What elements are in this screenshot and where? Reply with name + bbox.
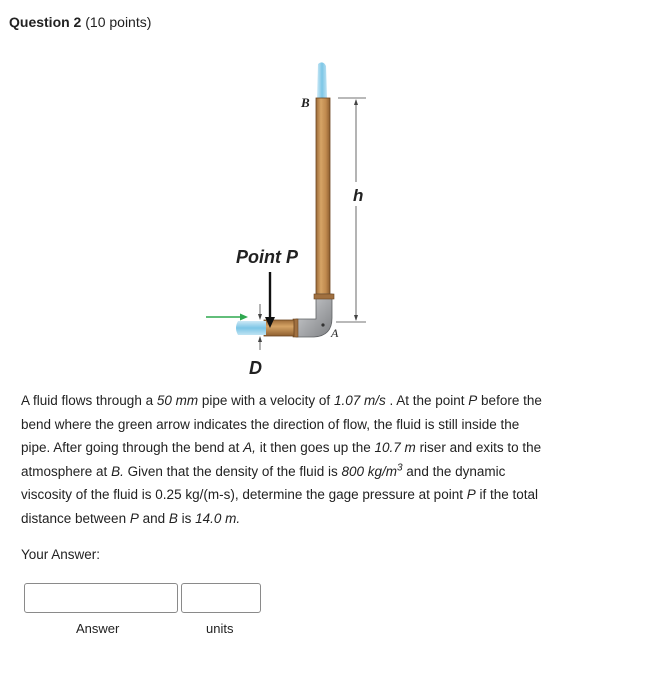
value-density: 800 kg/m <box>341 463 397 479</box>
your-answer-label: Your Answer: <box>21 547 101 562</box>
value-point-p: P <box>468 393 478 408</box>
flow-arrow-head <box>240 314 248 321</box>
label-d: D <box>249 358 262 378</box>
h-arrow-bottom <box>354 315 358 321</box>
question-header <box>9 14 151 30</box>
problem-text-3: . At the point <box>385 393 469 408</box>
problem-text-10: and <box>138 510 169 526</box>
elbow-collar-top <box>314 294 334 299</box>
question-points: (10 points) <box>85 14 152 30</box>
units-input[interactable] <box>181 583 261 613</box>
answer-input[interactable] <box>24 583 178 613</box>
value-point-b: B. <box>111 463 124 479</box>
value-riser-length: 10.7 m <box>374 440 416 456</box>
d-mark-bottom-head <box>258 336 262 342</box>
point-a-dot <box>321 323 324 326</box>
problem-text-7: Given that the density of the fluid is <box>123 463 342 479</box>
problem-text-8: and the dynamic viscosity of the fluid is 0.25 kg/(m-s), determine the gage pressure at point <box>21 463 506 503</box>
answer-caption: Answer <box>76 621 120 636</box>
value-point-a: A, <box>243 440 256 456</box>
value-diameter: 50 mm <box>156 393 199 408</box>
pipe-diagram <box>190 58 390 388</box>
d-mark-top-head <box>258 314 262 320</box>
value-point-p-2: P <box>466 487 476 503</box>
value-distance: 14.0 m. <box>195 510 241 526</box>
riser-pipe <box>316 98 330 296</box>
label-h: h <box>353 186 364 205</box>
value-velocity: 1.07 m/s <box>333 393 386 408</box>
problem-text-11: is <box>177 510 196 526</box>
label-point-p: Point P <box>236 247 298 267</box>
value-point-b-2: B <box>168 510 178 526</box>
value-point-p-3: P <box>129 510 139 526</box>
elbow-fitting <box>296 294 332 337</box>
problem-statement <box>21 389 551 531</box>
units-caption: units <box>206 621 234 636</box>
problem-text-2: pipe with a velocity of <box>198 393 334 408</box>
inlet-water <box>236 321 266 335</box>
label-a: A <box>331 326 339 340</box>
problem-text-6: riser and exits to the atmosphere at <box>21 440 542 479</box>
problem-text-9: if the total distance between <box>21 487 539 526</box>
exit-water <box>317 62 327 98</box>
label-b: B <box>301 95 310 110</box>
value-density-exponent: 3 <box>396 462 403 474</box>
problem-text-4: before the bend where the green arrow indicates the direction of flow, the fluid is still inside the pipe. After going through the bend at <box>21 393 542 456</box>
problem-text-1: A fluid flows through a <box>21 393 157 408</box>
problem-text-5: it then goes up the <box>255 440 375 456</box>
question-title: Question 2 <box>9 14 82 30</box>
h-arrow-top <box>354 99 358 105</box>
pipe-figure <box>190 58 390 388</box>
